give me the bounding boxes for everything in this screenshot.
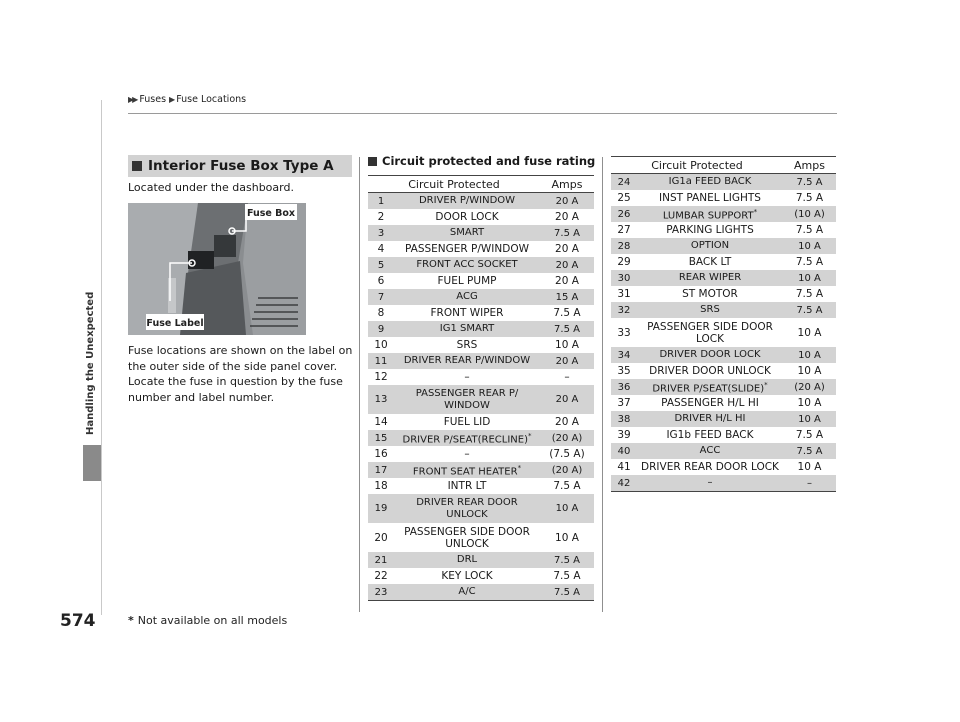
fuse-number: 3 (377, 227, 385, 239)
fuse-number: 20 (374, 531, 388, 544)
table-row (611, 174, 836, 190)
fuse-number: 15 (374, 432, 388, 444)
table-row (368, 414, 594, 430)
amp-rating: 10 A (798, 272, 821, 284)
amp-rating: (7.5 A) (549, 448, 585, 460)
amp-rating: 7.5 A (796, 176, 823, 188)
circuit-name-text: PASSENGER H/L HI (661, 397, 759, 409)
circuit-name (637, 304, 783, 316)
table-row (368, 289, 594, 305)
circuit-name (394, 388, 540, 412)
footnote (128, 614, 287, 627)
table-body (368, 193, 594, 600)
table-row (368, 321, 594, 337)
amp-rating: 7.5 A (554, 323, 580, 335)
circuit-name-text: PASSENGER SIDE DOOR UNLOCK (404, 525, 530, 550)
amp-rating: 7.5 A (795, 256, 824, 268)
table-row (611, 347, 836, 363)
circuit-name (394, 323, 540, 335)
amp-rating: 20 A (555, 416, 579, 428)
circuit-name (394, 291, 540, 303)
table-row (368, 337, 594, 353)
fuse-number: 25 (617, 192, 631, 204)
amp-rating: 10 A (797, 397, 822, 409)
circuit-name-text: LUMBAR SUPPORT (662, 210, 754, 222)
circuit-name (394, 586, 540, 598)
amp-rating: 15 A (555, 291, 579, 303)
amp-rating: 7.5 A (553, 570, 581, 582)
header-circuit: Circuit Protected (408, 177, 500, 191)
circuit-name (394, 462, 540, 478)
circuit-name-text: IG1b FEED BACK (666, 429, 754, 441)
page-number: 574 (60, 611, 96, 631)
circuit-name-text: INST PANEL LIGHTS (659, 192, 761, 204)
amp-rating: 7.5 A (795, 192, 824, 204)
circuit-name (637, 288, 783, 300)
amp-rating: – (807, 477, 812, 489)
table-body (611, 174, 836, 491)
amp-rating: 10 A (798, 413, 821, 425)
fuse-number: 21 (374, 554, 388, 566)
fuse-number: 13 (374, 394, 388, 405)
circuit-name-text: – (464, 371, 470, 383)
circuit-name (394, 355, 540, 367)
fuse-number: 41 (617, 461, 631, 473)
circuit-name (637, 477, 783, 489)
breadcrumb-item[interactable]: Fuse Locations (176, 94, 247, 105)
amp-rating: (20 A) (551, 464, 583, 476)
amp-rating: (20 A) (551, 432, 583, 444)
circuit-name (637, 349, 783, 361)
fuse-number: 5 (377, 259, 385, 271)
circuit-name (394, 339, 540, 351)
circuit-name (637, 379, 783, 395)
circuit-name (394, 371, 540, 383)
fuse-number: 29 (617, 256, 631, 268)
footnote-star: * (128, 614, 134, 627)
circuit-name (394, 275, 540, 287)
circuit-name-text: FUEL LID (443, 416, 491, 428)
circuit-name (637, 429, 783, 441)
fuse-number: 23 (374, 586, 388, 598)
fuse-number: 10 (374, 339, 388, 351)
fuse-number: 18 (374, 480, 388, 492)
interior-fuse-box-heading (128, 155, 352, 177)
footnote-marker: * (764, 380, 768, 389)
fuse-box-photo (128, 203, 306, 335)
table-row (611, 286, 836, 302)
amp-rating: 10 A (555, 503, 579, 514)
circuit-name-text: DOOR LOCK (435, 211, 499, 223)
fuse-number: 42 (617, 477, 631, 489)
fuse-number: 19 (374, 503, 388, 514)
table-row (611, 302, 836, 318)
amp-rating: 7.5 A (796, 445, 823, 457)
footnote-text: Not available on all models (137, 614, 288, 627)
table-header (368, 175, 594, 193)
amp-rating: 20 A (555, 243, 579, 255)
circuit-name-text: PASSENGER REAR P/ WINDOW (415, 387, 519, 411)
amp-rating: – (564, 371, 570, 383)
column-divider (602, 157, 603, 612)
circuit-name (394, 416, 540, 428)
circuit-name (394, 526, 540, 550)
circuit-name-text: REAR WIPER (678, 272, 742, 283)
amp-rating: 7.5 A (795, 288, 824, 300)
fuse-table-left (368, 175, 594, 601)
dashboard-illustration (128, 203, 306, 335)
header-circuit: Circuit Protected (651, 158, 743, 172)
amp-rating: 10 A (555, 339, 579, 351)
circuit-name (394, 448, 540, 460)
table-bottom-rule (611, 491, 836, 492)
amp-rating: 20 A (555, 259, 579, 271)
amp-rating: 7.5 A (554, 554, 580, 566)
section-tab-marker (83, 445, 101, 481)
circuit-name (637, 365, 783, 377)
circuit-name-text: SRS (456, 339, 478, 351)
circuit-name (637, 176, 783, 188)
amp-rating: 7.5 A (553, 480, 581, 492)
square-bullet-icon (132, 161, 142, 171)
footnote-marker: * (517, 463, 522, 472)
table-row (368, 430, 594, 446)
table-row (611, 411, 836, 427)
circuit-name-text: A/C (458, 586, 476, 597)
circuit-heading-text: Circuit protected and fuse rating (382, 154, 596, 168)
fuse-number: 32 (617, 304, 631, 316)
circuit-name-text: IG1 SMART (439, 323, 495, 334)
circuit-name-text: KEY LOCK (441, 570, 493, 582)
fuse-number: 22 (374, 570, 388, 582)
circuit-name (394, 480, 540, 492)
table-row (611, 459, 836, 475)
amp-rating: 10 A (797, 461, 822, 473)
table-row (368, 385, 594, 414)
side-divider (101, 100, 102, 615)
circuit-name-text: FRONT WIPER (430, 307, 504, 319)
circuit-name (394, 259, 540, 271)
circuit-name (394, 211, 540, 223)
circuit-name-text: – (707, 477, 713, 488)
circuit-name-text: DRIVER DOOR UNLOCK (649, 365, 771, 377)
amp-rating: 10 A (798, 240, 821, 252)
circuit-name (637, 445, 783, 457)
fuse-number: 9 (377, 323, 385, 335)
circuit-name (637, 321, 783, 345)
circuit-name (394, 570, 540, 582)
table-row (368, 225, 594, 241)
fuse-number: 37 (617, 397, 631, 409)
fuse-number: 34 (617, 349, 631, 361)
circuit-name-text: DRIVER H/L HI (674, 413, 746, 424)
circuit-name (394, 497, 540, 521)
fuse-number: 11 (374, 355, 388, 367)
amp-rating: 20 A (555, 211, 579, 223)
fuse-number: 40 (617, 445, 631, 457)
amp-rating: (20 A) (794, 381, 825, 393)
circuit-name-text: BACK LT (688, 256, 732, 268)
fuse-number: 12 (374, 371, 388, 383)
breadcrumb-arrow-icon: ▶▶ (128, 95, 137, 104)
circuit-name-text: PASSENGER SIDE DOOR LOCK (647, 320, 773, 345)
table-row (368, 273, 594, 289)
amp-rating: 7.5 A (795, 429, 824, 441)
square-bullet-icon (368, 157, 377, 166)
table-row (611, 427, 836, 443)
amp-rating: 20 A (555, 355, 579, 367)
header-amps: Amps (794, 158, 825, 172)
circuit-name-text: SMART (449, 227, 485, 238)
header-amps: Amps (551, 177, 583, 191)
circuit-name (394, 554, 540, 566)
table-row (368, 523, 594, 552)
amp-rating: 7.5 A (796, 304, 823, 316)
circuit-name-text: IG1a FEED BACK (668, 176, 752, 187)
section-label: Handling the Unexpected (85, 291, 96, 435)
circuit-name-text: DRIVER DOOR LOCK (659, 349, 761, 360)
circuit-name (394, 227, 540, 239)
fuse-table-right (611, 156, 836, 492)
table-row (611, 443, 836, 459)
circuit-name (637, 413, 783, 425)
footnote-marker: * (753, 207, 758, 216)
fuse-number: 4 (377, 243, 385, 255)
breadcrumb-arrow-icon: ▶ (169, 95, 174, 104)
table-row (368, 446, 594, 462)
table-row (611, 238, 836, 254)
location-text: Located under the dashboard. (128, 181, 294, 194)
table-row (368, 494, 594, 523)
table-header (611, 156, 836, 174)
table-row (611, 363, 836, 379)
breadcrumb-item[interactable]: Fuses (139, 94, 167, 105)
header-divider (128, 113, 837, 114)
fuse-number: 1 (377, 195, 385, 207)
table-row (368, 305, 594, 321)
circuit-name (394, 430, 540, 446)
table-row (368, 552, 594, 568)
table-row (611, 379, 836, 395)
circuit-name (637, 461, 783, 473)
circuit-name (637, 272, 783, 284)
table-row (611, 475, 836, 491)
table-row (368, 241, 594, 257)
circuit-name (394, 195, 540, 207)
fuse-number: 35 (617, 365, 631, 377)
circuit-name (637, 206, 783, 222)
table-row (611, 270, 836, 286)
circuit-name (394, 307, 540, 319)
circuit-name-text: ST MOTOR (682, 288, 738, 300)
table-row (368, 584, 594, 600)
fuse-label-callout: Fuse Label (146, 318, 204, 329)
fuse-number: 36 (617, 381, 631, 393)
circuit-name-text: DRIVER P/SEAT(RECLINE) (402, 434, 528, 446)
footnote-marker: * (528, 431, 532, 440)
fuse-number: 27 (617, 224, 631, 236)
amp-rating: (10 A) (794, 208, 825, 220)
fuse-number: 16 (374, 448, 388, 460)
circuit-name-text: FRONT SEAT HEATER (412, 466, 518, 478)
fuse-number: 39 (617, 429, 631, 441)
circuit-name-text: FRONT ACC SOCKET (416, 259, 518, 270)
circuit-name-text: DRIVER REAR P/WINDOW (403, 355, 531, 366)
circuit-name-text: SRS (700, 304, 720, 315)
amp-rating: 10 A (797, 365, 822, 377)
circuit-heading (368, 154, 595, 168)
table-row (611, 190, 836, 206)
table-row (368, 568, 594, 584)
circuit-name-text: – (464, 448, 470, 460)
circuit-name-text: FUEL PUMP (437, 275, 497, 287)
table-row (611, 222, 836, 238)
fuse-number: 17 (374, 464, 388, 476)
circuit-name-text: ACG (456, 291, 478, 302)
amp-rating: 10 A (555, 531, 579, 544)
table-row (368, 257, 594, 273)
amp-rating: 7.5 A (554, 586, 580, 598)
amp-rating: 10 A (797, 326, 822, 339)
circuit-name-text: DRIVER REAR DOOR LOCK (641, 461, 779, 473)
circuit-name-text: DRIVER P/SEAT(SLIDE) (652, 383, 765, 395)
circuit-name (637, 192, 783, 204)
circuit-name (637, 240, 783, 252)
heading-text: Interior Fuse Box Type A (148, 158, 334, 174)
fuse-number: 26 (617, 208, 631, 220)
fuse-number: 2 (377, 211, 385, 223)
fuse-number: 31 (617, 288, 631, 300)
amp-rating: 7.5 A (553, 307, 581, 319)
circuit-name (637, 397, 783, 409)
circuit-name (637, 256, 783, 268)
circuit-name (394, 243, 540, 255)
fuse-number: 8 (377, 307, 385, 319)
table-row (368, 193, 594, 209)
amp-rating: 20 A (555, 394, 579, 405)
circuit-name-text: ACC (699, 445, 721, 456)
fuse-box-callout: Fuse Box (246, 208, 296, 219)
table-row (368, 462, 594, 478)
circuit-name-text: DRIVER P/WINDOW (418, 195, 516, 206)
table-row (611, 395, 836, 411)
amp-rating: 10 A (798, 349, 821, 361)
fuse-number: 7 (377, 291, 385, 303)
breadcrumb (128, 94, 246, 105)
table-row (611, 254, 836, 270)
table-row (611, 206, 836, 222)
circuit-name-text: PASSENGER P/WINDOW (404, 243, 529, 255)
amp-rating: 20 A (555, 275, 579, 287)
table-row (368, 478, 594, 494)
amp-rating: 20 A (555, 195, 579, 207)
fuse-number: 28 (617, 240, 631, 252)
table-row (611, 318, 836, 347)
amp-rating: 7.5 A (795, 224, 824, 236)
fuse-number: 30 (617, 272, 631, 284)
circuit-name-text: DRL (456, 554, 478, 565)
table-row (368, 353, 594, 369)
circuit-name (637, 224, 783, 236)
circuit-name-text: OPTION (690, 240, 730, 251)
fuse-number: 6 (377, 275, 385, 287)
table-bottom-rule (368, 600, 594, 601)
fuse-number: 33 (617, 326, 631, 339)
fuse-number: 38 (617, 413, 631, 425)
circuit-name-text: DRIVER REAR DOOR UNLOCK (416, 496, 518, 520)
table-row (368, 369, 594, 385)
table-row (368, 209, 594, 225)
column-divider (359, 157, 360, 612)
instructions-paragraph: Fuse locations are shown on the label on the outer side of the side panel cover. Locate the fuse in question by the fuse number and label number. (128, 344, 353, 404)
circuit-name-text: PARKING LIGHTS (666, 224, 754, 236)
circuit-name-text: INTR LT (447, 480, 487, 492)
fuse-number: 14 (374, 416, 388, 428)
amp-rating: 7.5 A (554, 227, 580, 239)
fuse-number: 24 (617, 176, 631, 188)
